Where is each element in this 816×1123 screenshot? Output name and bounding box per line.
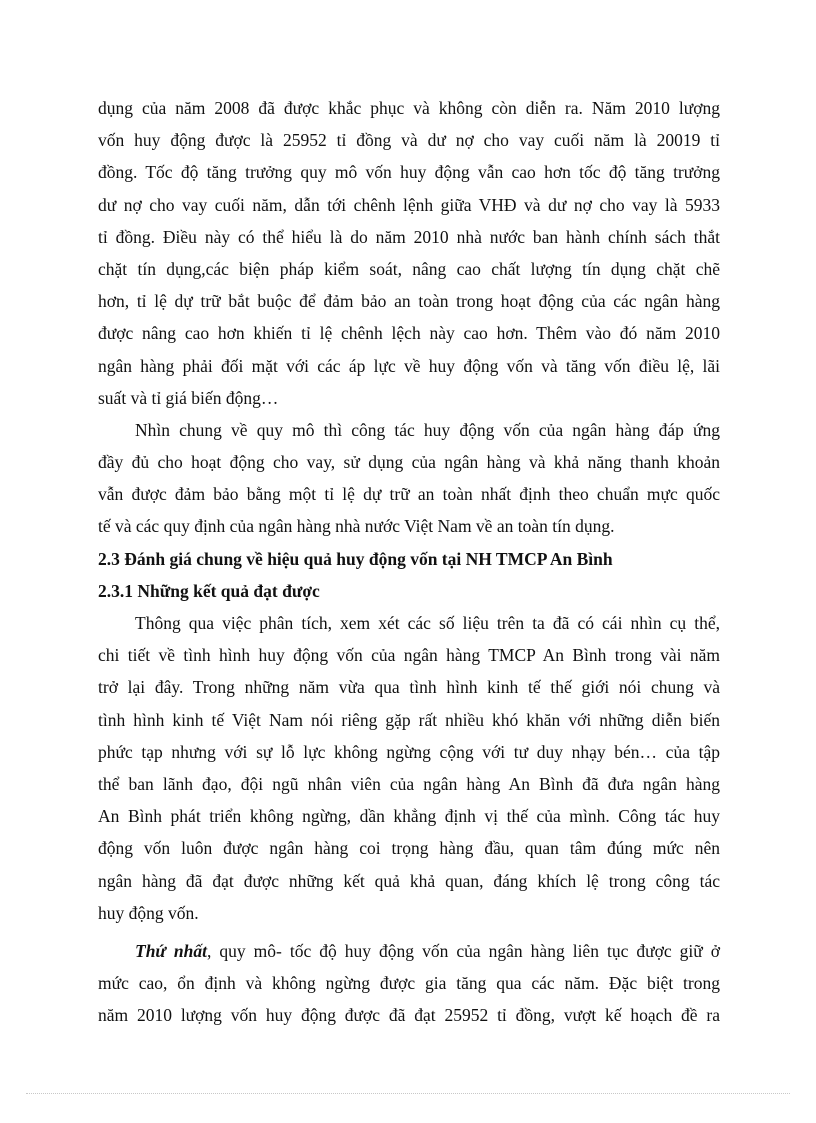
paragraph-2 — [98, 414, 720, 543]
text-line: huy động vốn. — [98, 902, 199, 923]
text-line: ngân hàng phải đối mặt với các áp lực về huy động vốn và tăng vốn điều lệ, lãi — [98, 355, 720, 376]
text-line: chặt tín dụng,các biện pháp kiểm soát, nâng cao chất lượng tín dụng chặt chẽ — [98, 258, 720, 279]
text-line: ngân hàng đã đạt được những kết quả khả quan, đáng khích lệ trong công tác — [98, 870, 720, 891]
text-line: chi tiết về tình hình huy động vốn của ngân hàng TMCP An Bình trong vài năm — [98, 645, 720, 666]
text-line: năm 2010 lượng vốn huy động được đã đạt 25952 tỉ đồng, vượt kế hoạch đề ra — [98, 1005, 720, 1026]
text-line: thể ban lãnh đạo, đội ngũ nhân viên của ngân hàng An Bình đã đưa ngân hàng — [98, 773, 720, 794]
text-line — [98, 935, 720, 967]
text-line: vốn huy động được là 25952 tỉ đồng và dư nợ cho vay cuối năm là 20019 tỉ — [98, 130, 720, 151]
text-line: hơn, tỉ lệ dự trữ bắt buộc để đảm bảo an toàn trong hoạt động của các ngân hàng — [98, 291, 720, 312]
text-line: mức cao, ổn định và không ngừng được gia tăng qua các năm. Đặc biệt trong — [98, 973, 720, 994]
text-line: tình hình kinh tế Việt Nam nói riêng gặp rất nhiều khó khăn với những diễn biến — [98, 709, 720, 730]
text-line: đồng. Tốc độ tăng trưởng quy mô vốn huy động vẫn cao hơn tốc độ tăng trưởng — [98, 162, 720, 183]
text-line: tế và các quy định của ngân hàng nhà nước Việt Nam về an toàn tín dụng. — [98, 516, 615, 537]
text-line: An Bình phát triển không ngừng, dần khẳng định vị thế của mình. Công tác huy — [98, 806, 720, 827]
paragraph-4 — [98, 935, 720, 1032]
text-line: trở lại đây. Trong những năm vừa qua tình hình kinh tế thế giới nói chung và — [98, 677, 720, 698]
section-heading-2-3: 2.3 Đánh giá chung về hiệu quả huy động vốn tại NH TMCP An Bình — [98, 548, 613, 569]
text-line: đầy đủ cho hoạt động cho vay, sử dụng của ngân hàng và khả năng thanh khoản — [98, 452, 720, 473]
text-line: dụng của năm 2008 đã được khắc phục và không còn diễn ra. Năm 2010 lượng — [98, 98, 720, 118]
text-line: Thông qua việc phân tích, xem xét các số liệu trên ta đã có cái nhìn cụ thể, — [135, 613, 720, 633]
text-line: vẫn được đảm bảo bằng một tỉ lệ dự trữ an toàn nhất định theo chuẩn mực quốc — [98, 484, 720, 505]
text-line: động vốn luôn được ngân hàng coi trọng hàng đầu, quan tâm đúng mức nên — [98, 838, 720, 859]
text-line: được nâng cao hơn khiến tỉ lệ chênh lệch này cao hơn. Thêm vào đó năm 2010 — [98, 323, 720, 344]
text-line: dư nợ cho vay cuối năm, dẫn tới chênh lệnh giữa VHĐ và dư nợ cho vay là 5933 — [98, 194, 720, 215]
text-line: suất và tỉ giá biến động… — [98, 387, 279, 408]
text-span: , quy mô- tốc độ huy động vốn của ngân hàng liên tục được giữ ở — [207, 940, 721, 961]
text-line: phức tạp nhưng với sự lỗ lực không ngừng cộng với tư duy nhạy bén… của tập — [98, 741, 720, 762]
paragraph-1 — [98, 92, 720, 414]
page-bottom-rule — [26, 1093, 790, 1094]
text-line: Nhìn chung về quy mô thì công tác huy động vốn của ngân hàng đáp ứng — [135, 419, 720, 440]
document-page — [98, 92, 720, 1031]
paragraph-3 — [98, 607, 720, 929]
text-line: tỉ đồng. Điều này có thể hiểu là do năm 2010 nhà nước ban hành chính sách thắt — [98, 226, 720, 247]
section-heading-2-3-1: 2.3.1 Những kết quả đạt được — [98, 580, 320, 601]
emphasis-text: Thứ nhất — [135, 940, 208, 961]
